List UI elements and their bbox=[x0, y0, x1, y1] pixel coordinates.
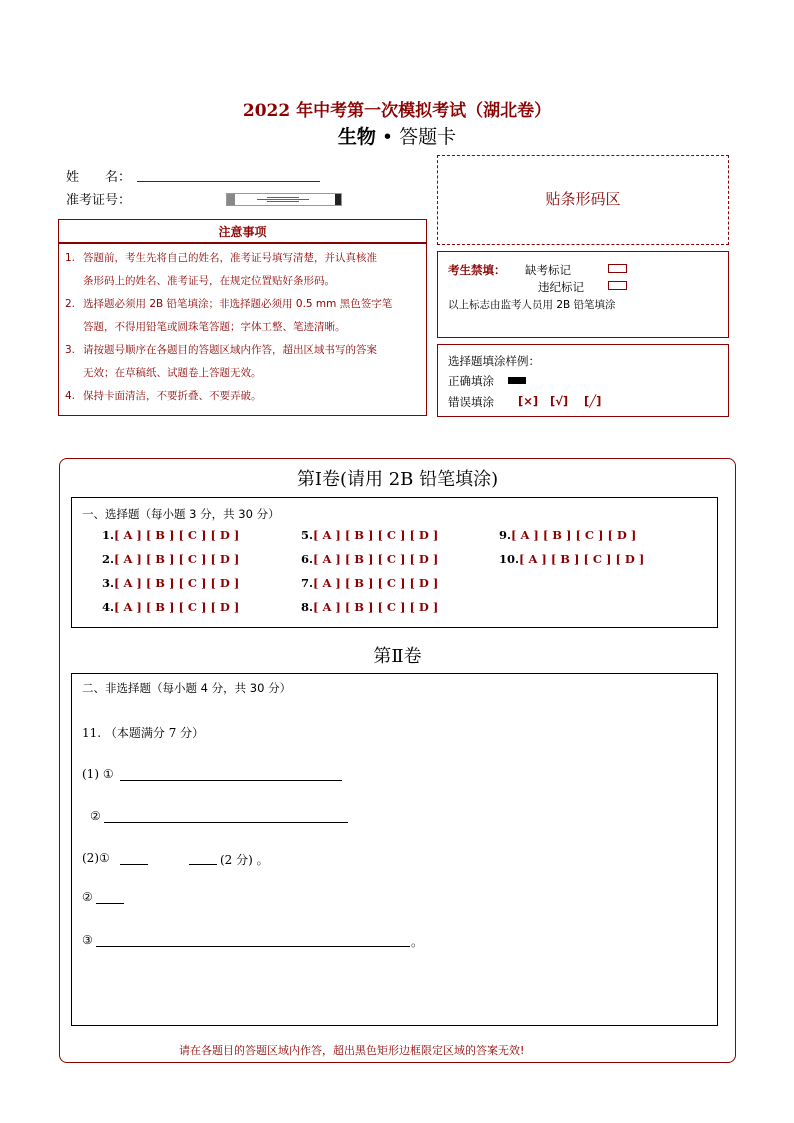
question-1[interactable]: 1.[ A ] [ B ] [ C ] [ D ] bbox=[102, 528, 240, 542]
correct-fill-label: 正确填涂 bbox=[448, 374, 494, 388]
answer-2-1b-line[interactable] bbox=[189, 850, 217, 865]
answer-2-1-label: (2)① bbox=[82, 851, 110, 865]
fill-example-title: 选择题填涂样例： bbox=[448, 354, 540, 368]
strip-right-mark bbox=[335, 194, 341, 205]
barcode-area-label: 贴条形码区 bbox=[545, 190, 621, 208]
missing-mark-box[interactable] bbox=[608, 264, 627, 273]
answer-2-3-line[interactable] bbox=[96, 932, 410, 947]
part1-box bbox=[71, 497, 718, 628]
question-5[interactable]: 5.[ A ] [ B ] [ C ] [ D ] bbox=[301, 528, 439, 542]
id-label: 准考证号： bbox=[66, 193, 132, 208]
answer-2-1-score: (2 分) 。 bbox=[220, 853, 269, 867]
notice-item-2: 2. 选择题必须用 2B 铅笔填涂；非选择题必须用 0.5 mm 黑色签字笔 答题，不得用铅笔或圆珠笔答题；字体工整、笔迹清晰。 bbox=[65, 298, 393, 333]
correct-fill-sample bbox=[508, 377, 526, 384]
answer-1-2-label: ② bbox=[90, 809, 101, 823]
wrong-fill-sample-2: [√] bbox=[550, 394, 569, 408]
answer-1-1-line[interactable] bbox=[120, 766, 342, 781]
fill-example-box bbox=[437, 344, 729, 417]
subtitle-dot: • bbox=[381, 126, 394, 148]
violation-mark-label: 违纪标记 bbox=[538, 280, 584, 294]
violation-mark-box[interactable] bbox=[608, 281, 627, 290]
question-9[interactable]: 9.[ A ] [ B ] [ C ] [ D ] bbox=[499, 528, 637, 542]
answer-1-1-label: (1) ① bbox=[82, 767, 114, 781]
wrong-fill-label: 错误填涂 bbox=[448, 395, 494, 409]
name-input-line[interactable] bbox=[137, 166, 320, 182]
answer-2-2-label: ② bbox=[82, 890, 93, 904]
part1-heading: 第Ⅰ卷(请用 2B 铅笔填涂) bbox=[296, 469, 499, 490]
subject-name: 生物 bbox=[337, 126, 376, 148]
answer-2-3-end: 。 bbox=[411, 935, 424, 949]
notice-item-1: 1. 答题前，考生先将自己的姓名，准考证号填写清楚，并认真核准 条形码上的姓名、准考证号，在规定位置贴好条形码。 bbox=[65, 252, 377, 287]
part2-box bbox=[71, 673, 718, 1026]
strip-left-mark bbox=[227, 194, 235, 205]
answer-1-2-line[interactable] bbox=[104, 808, 348, 823]
forbidden-note: 以上标志由监考人员用 2B 铅笔填涂 bbox=[448, 299, 616, 311]
question-7[interactable]: 7.[ A ] [ B ] [ C ] [ D ] bbox=[301, 576, 439, 590]
question-4[interactable]: 4.[ A ] [ B ] [ C ] [ D ] bbox=[102, 600, 240, 614]
name-label: 姓 名： bbox=[66, 170, 132, 185]
notice-box bbox=[58, 243, 427, 416]
notice-heading: 注意事项 bbox=[218, 225, 267, 239]
missing-mark-label: 缺考标记 bbox=[525, 263, 571, 277]
part2-heading: 第Ⅱ卷 bbox=[373, 646, 422, 667]
strip-center-mark bbox=[267, 197, 299, 202]
question-10[interactable]: 10.[ A ] [ B ] [ C ] [ D ] bbox=[499, 552, 645, 566]
barcode-area bbox=[437, 155, 729, 245]
part1-section-title: 一、选择题（每小题 3 分，共 30 分） bbox=[82, 507, 280, 521]
id-number-strip[interactable] bbox=[226, 193, 342, 206]
answer-2-3-label: ③ bbox=[82, 933, 93, 947]
forbidden-fill-box bbox=[437, 251, 729, 338]
question-11-title: 11. （本题满分 7 分） bbox=[82, 726, 205, 740]
wrong-fill-sample-1: [×] bbox=[518, 394, 539, 408]
subtitle-rest: 答题卡 bbox=[399, 126, 457, 148]
exam-subtitle bbox=[0, 122, 794, 149]
question-3[interactable]: 3.[ A ] [ B ] [ C ] [ D ] bbox=[102, 576, 240, 590]
answer-2-2-line[interactable] bbox=[96, 889, 124, 904]
forbidden-label: 考生禁填： bbox=[448, 263, 506, 277]
answer-2-1a-line[interactable] bbox=[120, 850, 148, 865]
question-6[interactable]: 6.[ A ] [ B ] [ C ] [ D ] bbox=[301, 552, 439, 566]
notice-heading-box bbox=[58, 219, 427, 243]
wrong-fill-sample-3: [╱] bbox=[584, 394, 602, 408]
notice-item-3: 3. 请按题号顺序在各题目的答题区域内作答，超出区域书写的答案 无效；在草稿纸、试题卷上答题无效。 bbox=[65, 344, 377, 379]
notice-item-4: 4. 保持卡面清洁，不要折叠、不要弄破。 bbox=[65, 390, 262, 402]
part2-section-title: 二、非选择题（每小题 4 分，共 30 分） bbox=[82, 681, 292, 695]
question-2[interactable]: 2.[ A ] [ B ] [ C ] [ D ] bbox=[102, 552, 240, 566]
footer-warning: 请在各题目的答题区域内作答，超出黑色矩形边框限定区域的答案无效! bbox=[179, 1044, 525, 1057]
exam-title: 2022 年中考第一次模拟考试（湖北卷） bbox=[242, 101, 552, 121]
question-8[interactable]: 8.[ A ] [ B ] [ C ] [ D ] bbox=[301, 600, 439, 614]
